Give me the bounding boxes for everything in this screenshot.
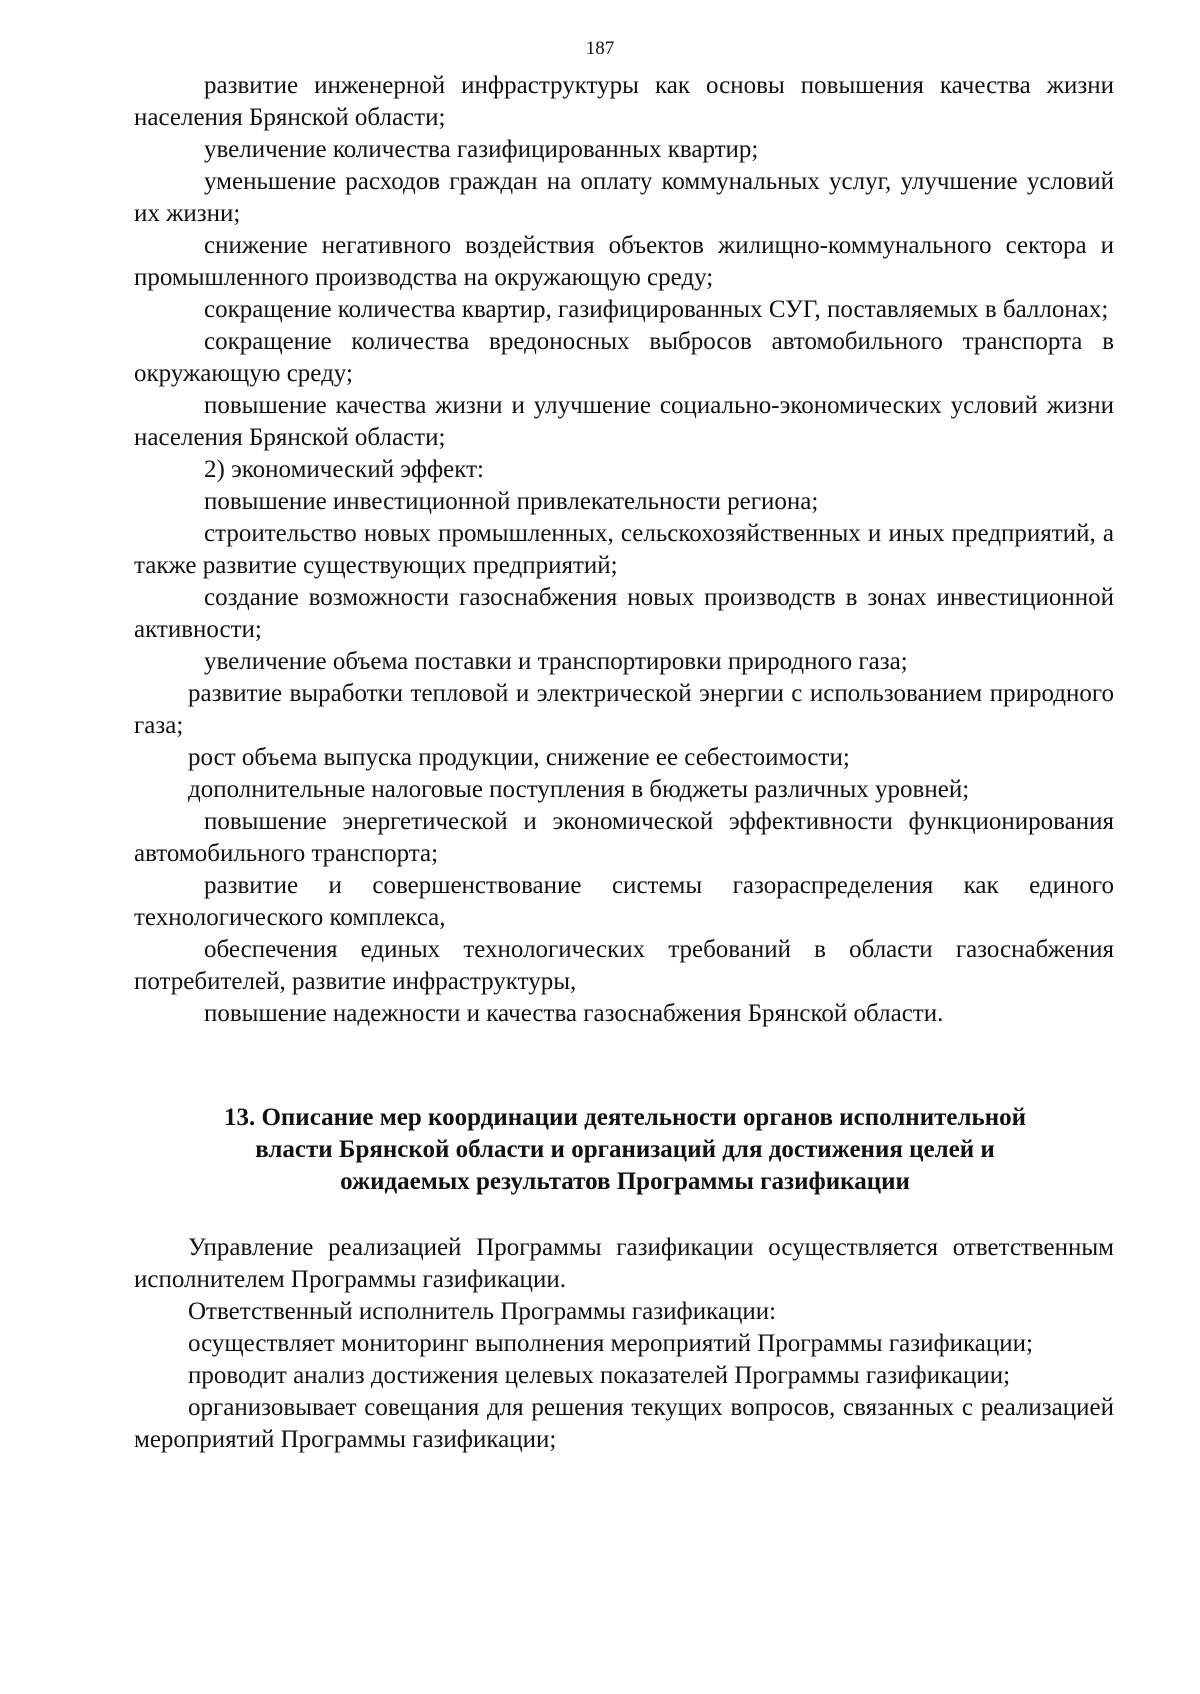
section-heading-line: власти Брянской области и организаций для достижения целей и — [255, 1136, 995, 1163]
paragraph: увеличение количества газифицированных квартир; — [204, 136, 759, 163]
paragraph: сокращение количества вредоносных выбросов автомобильного транспорта в окружающую среду; — [134, 328, 1114, 387]
paragraph: развитие и совершенствование системы газораспределения как единого технологического комплекса, — [134, 872, 1114, 931]
paragraph: развитие выработки тепловой и электрической энергии с использованием природного газа; — [134, 680, 1114, 739]
paragraph: сокращение количества квартир, газифицированных СУГ, поставляемых в баллонах; — [204, 296, 1109, 323]
section-heading-line: ожидаемых результатов Программы газификации — [340, 1168, 910, 1195]
section-heading — [160, 1102, 1090, 1198]
paragraph: повышение энергетической и экономической эффективности функционирования автомобильного транспорта; — [134, 808, 1114, 867]
paragraph: обеспечения единых технологических требований в области газоснабжения потребителей, развитие инфраструктуры, — [134, 936, 1114, 995]
paragraph: строительство новых промышленных, сельскохозяйственных и иных предприятий, а также развитие существующих предприятий; — [134, 520, 1114, 579]
paragraph: дополнительные налоговые поступления в бюджеты различных уровней; — [188, 776, 970, 803]
paragraph: создание возможности газоснабжения новых производств в зонах инвестиционной активности; — [134, 584, 1114, 643]
bottom-text-block — [134, 1232, 1114, 1456]
paragraph: 2) экономический эффект: — [204, 456, 484, 483]
top-text-block — [134, 70, 1114, 1030]
paragraph: организовывает совещания для решения текущих вопросов, связанных с реализацией мероприятий Программы газификации; — [134, 1394, 1114, 1453]
section-heading-line: 13. Описание мер координации деятельности органов исполнительной — [223, 1104, 1027, 1131]
paragraph: развитие инженерной инфраструктуры как основы повышения качества жизни населения Брянской области; — [134, 72, 1114, 131]
paragraph: рост объема выпуска продукции, снижение ее себестоимости; — [188, 744, 850, 771]
paragraph: уменьшение расходов граждан на оплату коммунальных услуг, улучшение условий их жизни; — [134, 168, 1114, 227]
paragraph: Ответственный исполнитель Программы газификации: — [188, 1298, 777, 1325]
paragraph: повышение надежности и качества газоснабжения Брянской области. — [204, 1000, 944, 1027]
paragraph: Управление реализацией Программы газификации осуществляется ответственным исполнителем Программы газификации. — [134, 1234, 1114, 1293]
paragraph: снижение негативного воздействия объектов жилищно-коммунального сектора и промышленного производства на окружающую среду; — [134, 232, 1114, 291]
paragraph: повышение качества жизни и улучшение социально-экономических условий жизни населения Брянской области; — [134, 392, 1114, 451]
paragraph: проводит анализ достижения целевых показателей Программы газификации; — [188, 1362, 1011, 1389]
paragraph: повышение инвестиционной привлекательности региона; — [204, 488, 819, 515]
paragraph: увеличение объема поставки и транспортировки природного газа; — [204, 648, 908, 675]
page-number: 187 — [585, 38, 615, 59]
paragraph: осуществляет мониторинг выполнения мероприятий Программы газификации; — [188, 1330, 1033, 1357]
